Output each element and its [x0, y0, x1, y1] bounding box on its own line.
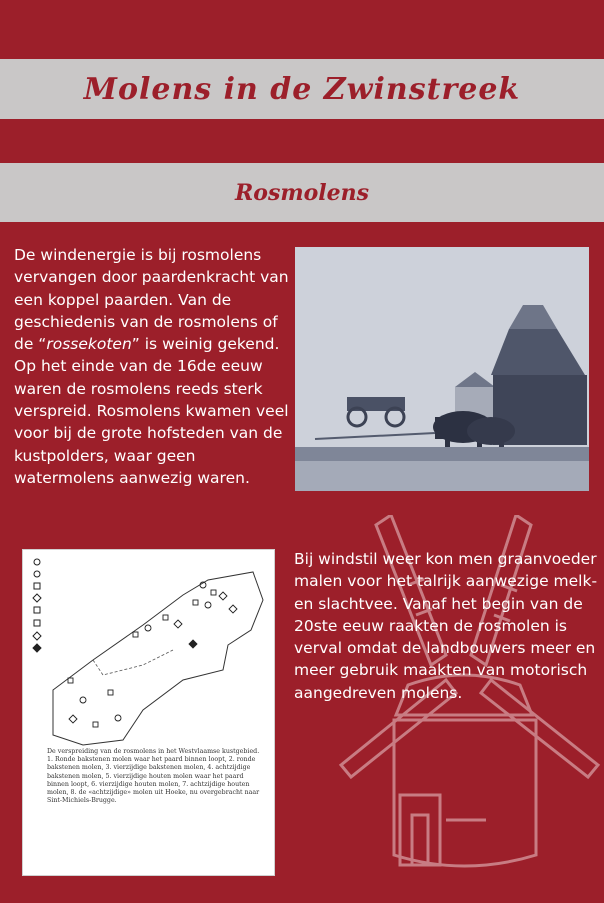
page-title: Molens in de Zwinstreek — [83, 71, 521, 107]
intro-emphasis: rossekoten — [46, 335, 132, 354]
section-title: Rosmolens — [234, 179, 370, 206]
title-band — [0, 59, 604, 119]
horse-mill-photo — [295, 247, 589, 491]
map-caption: De verspreiding van de rosmolens in het Westvlaamse kustgebied. 1. Ronde bakstenen molen waar het paard binnen loopt, 2. ronde bakstenen molen, 3. vierzijdige bakstenen molen, 4. achtzijdige bakstenen molen, 5. vierzijdige houten molen waar het paard binnen loopt, 6. vierzijdige houten molen, 7. achtzijdige houten molen, 8. de «achtzijdige» molen uit Hoeke, nu overgebracht naar Sint-Michiels-Brugge. — [47, 748, 260, 805]
body-text-2: Bij windstil weer kon men graanvoeder malen voor het talrijk aanwezige melk- en slachtvee. Vanaf het begin van de 20ste eeuw raakten de rosmolen is verval omdat de landbouwers meer en meer gebruik maakten van motorisch aangedreven molens. — [294, 550, 598, 702]
horse-mill-photo-drawing — [295, 247, 589, 491]
intro-part-1: De windenergie is bij rosmolens vervangen door paardenkracht van een koppel paarden. Van de geschiedenis van de rosmolens of de “ — [14, 246, 289, 354]
intro-text — [14, 244, 290, 489]
intro-part-2: ” is weinig gekend. Op het einde van de 16de eeuw waren de rosmolens reeds sterk verspreid. Rosmolens kwamen veel voor bij de grote hofsteden van de kustpolders, waar geen watermolens aanwezig waren. — [14, 335, 289, 487]
map-drawing — [23, 550, 274, 750]
distribution-map — [22, 549, 275, 876]
section-band — [0, 163, 604, 222]
